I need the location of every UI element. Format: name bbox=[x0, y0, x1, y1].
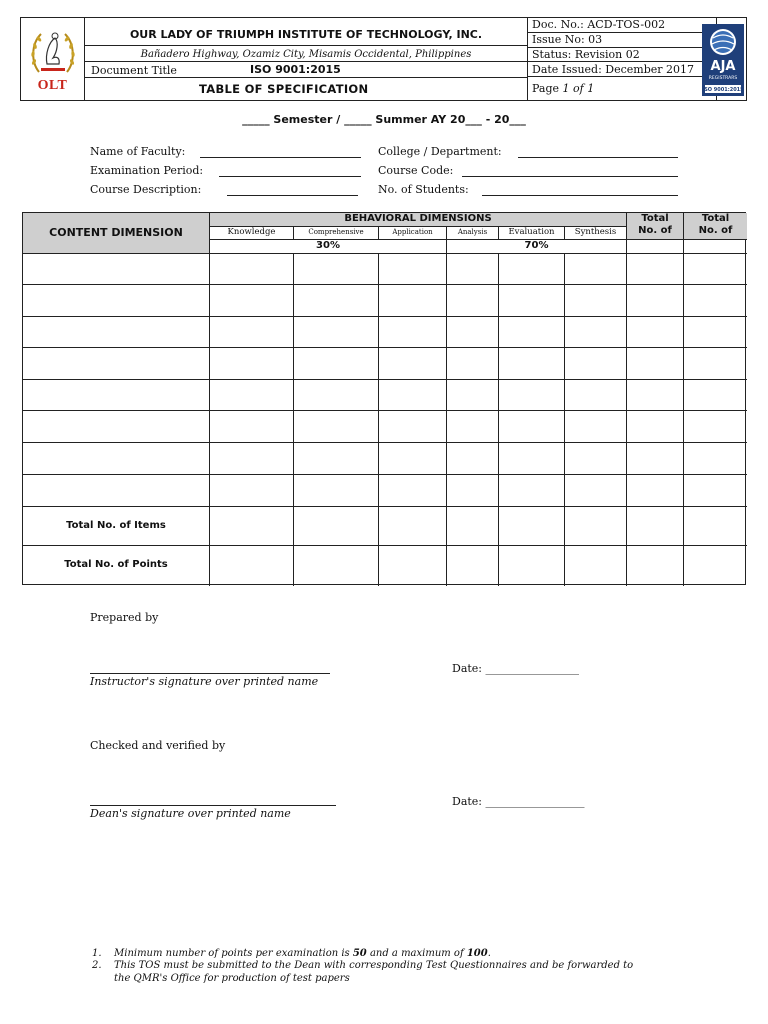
content-dimension-label: CONTENT DIMENSION bbox=[49, 226, 183, 239]
table-cell[interactable] bbox=[627, 411, 684, 443]
table-cell[interactable] bbox=[565, 348, 627, 380]
table-cell[interactable] bbox=[447, 380, 499, 411]
content-topic-cell[interactable] bbox=[23, 348, 210, 380]
iso-standard: ISO 9001:2015 bbox=[250, 63, 341, 76]
level-label: Analysis bbox=[457, 228, 488, 236]
table-cell[interactable] bbox=[684, 546, 747, 586]
level-label: Evaluation bbox=[508, 227, 555, 237]
table-cell[interactable] bbox=[447, 285, 499, 317]
table-cell[interactable] bbox=[447, 348, 499, 380]
instructor-signature-caption: Instructor's signature over printed name bbox=[90, 675, 319, 688]
table-cell[interactable] bbox=[499, 475, 565, 507]
total-points-sublabel: No. of bbox=[698, 225, 733, 236]
table-cell[interactable] bbox=[294, 317, 379, 348]
table-cell[interactable] bbox=[379, 507, 447, 546]
table-cell[interactable] bbox=[565, 507, 627, 546]
aja-certification-logo-icon bbox=[702, 24, 744, 96]
course-description-input[interactable] bbox=[227, 183, 358, 196]
level-header bbox=[499, 227, 565, 240]
note-1 bbox=[92, 948, 491, 959]
school-name: OUR LADY OF TRIUMPH INSTITUTE OF TECHNOLOGY, INC. bbox=[129, 28, 483, 41]
exam-period-input[interactable] bbox=[219, 164, 361, 177]
table-cell[interactable] bbox=[210, 254, 294, 285]
table-cell[interactable] bbox=[565, 411, 627, 443]
table-cell[interactable] bbox=[684, 507, 747, 546]
table-cell[interactable] bbox=[210, 411, 294, 443]
level-label: Comprehensive bbox=[308, 228, 364, 236]
prepared-by-label: Prepared by bbox=[90, 611, 159, 624]
table-cell[interactable] bbox=[210, 443, 294, 475]
course-code-field bbox=[378, 164, 453, 177]
table-cell[interactable] bbox=[447, 443, 499, 475]
table-cell[interactable] bbox=[684, 380, 747, 411]
total-points-row-label: Total No. of Points bbox=[64, 559, 168, 570]
table-cell[interactable] bbox=[499, 443, 565, 475]
table-cell[interactable] bbox=[447, 475, 499, 507]
total-items-row-label: Total No. of Items bbox=[66, 519, 166, 531]
table-cell[interactable] bbox=[379, 443, 447, 475]
percent-30: 30% bbox=[316, 240, 340, 251]
content-topic-cell[interactable] bbox=[23, 380, 210, 411]
students-field bbox=[378, 183, 469, 196]
table-cell[interactable] bbox=[499, 254, 565, 285]
level-label: Synthesis bbox=[574, 227, 617, 237]
table-cell[interactable] bbox=[210, 317, 294, 348]
course-code-label: Course Code: bbox=[378, 164, 454, 177]
table-cell[interactable] bbox=[565, 380, 627, 411]
students-label: No. of Students: bbox=[378, 183, 469, 196]
dean-signature-caption: Dean's signature over printed name bbox=[90, 807, 291, 820]
table-cell[interactable] bbox=[379, 254, 447, 285]
table-cell[interactable] bbox=[294, 348, 379, 380]
note-1-text-a: Minimum number of points per examination is bbox=[114, 948, 353, 959]
table-cell[interactable] bbox=[379, 546, 447, 586]
table-cell[interactable] bbox=[684, 317, 747, 348]
table-cell[interactable] bbox=[499, 285, 565, 317]
note-1-number: 1. bbox=[92, 948, 102, 959]
level-label: Knowledge bbox=[227, 227, 276, 237]
table-cell[interactable] bbox=[499, 317, 565, 348]
note-1-max: 100 bbox=[466, 948, 488, 959]
total-points-header bbox=[684, 213, 747, 240]
total-items-sublabel: No. of bbox=[638, 225, 672, 236]
table-cell[interactable] bbox=[565, 546, 627, 586]
page-number bbox=[528, 77, 716, 101]
table-cell[interactable] bbox=[379, 285, 447, 317]
table-cell[interactable] bbox=[210, 285, 294, 317]
table-cell[interactable] bbox=[684, 443, 747, 475]
document-info-cell bbox=[528, 18, 717, 100]
table-cell[interactable] bbox=[684, 285, 747, 317]
table-cell[interactable] bbox=[210, 507, 294, 546]
doc-number: Doc. No.: ACD-TOS-002 bbox=[528, 18, 716, 33]
note-2-number: 2. bbox=[92, 960, 102, 971]
course-description-field bbox=[90, 183, 201, 196]
total-points-label: Total bbox=[701, 213, 730, 224]
table-cell[interactable] bbox=[210, 475, 294, 507]
page-count: 1 of 1 bbox=[562, 82, 595, 95]
date-issued: Date Issued: December 2017 bbox=[528, 62, 716, 77]
table-cell[interactable] bbox=[294, 411, 379, 443]
content-topic-cell[interactable] bbox=[23, 317, 210, 348]
document-title-label: Document Title bbox=[91, 64, 177, 77]
table-cell[interactable] bbox=[565, 285, 627, 317]
total-items-label: Total bbox=[641, 213, 669, 224]
percent-70: 70% bbox=[524, 240, 549, 251]
table-cell[interactable] bbox=[684, 475, 747, 507]
faculty-field bbox=[90, 145, 185, 158]
document-title: TABLE OF SPECIFICATION bbox=[199, 82, 369, 96]
table-cell[interactable] bbox=[447, 254, 499, 285]
date-field-1[interactable]: Date: _________________ bbox=[452, 662, 580, 675]
table-cell[interactable] bbox=[627, 507, 684, 546]
logo-cell bbox=[21, 18, 85, 100]
table-cell[interactable] bbox=[499, 380, 565, 411]
logo-text: OLT bbox=[37, 78, 68, 93]
content-topic-cell[interactable] bbox=[23, 285, 210, 317]
level-header bbox=[379, 227, 447, 240]
table-cell[interactable] bbox=[294, 443, 379, 475]
table-cell[interactable] bbox=[565, 254, 627, 285]
behavioral-dimensions-header bbox=[210, 213, 627, 227]
aja-subtitle: REGISTRARS bbox=[708, 76, 738, 81]
table-cell[interactable] bbox=[627, 348, 684, 380]
table-cell[interactable] bbox=[627, 285, 684, 317]
table-cell[interactable] bbox=[499, 546, 565, 586]
course-description-label: Course Description: bbox=[90, 183, 202, 196]
content-dimension-header bbox=[23, 213, 210, 254]
revision-status: Status: Revision 02 bbox=[528, 48, 716, 62]
table-cell[interactable] bbox=[627, 254, 684, 285]
exam-period-field bbox=[90, 164, 203, 177]
date-field-2[interactable]: Date: __________________ bbox=[452, 795, 585, 808]
total-items-row-label-cell bbox=[23, 507, 210, 546]
table-cell[interactable] bbox=[627, 546, 684, 586]
issue-number: Issue No: 03 bbox=[528, 33, 716, 48]
school-logo-icon bbox=[27, 26, 79, 78]
specification-table bbox=[22, 212, 746, 585]
title-cell bbox=[85, 18, 528, 100]
lower-order-percent bbox=[210, 240, 447, 254]
content-topic-cell[interactable] bbox=[23, 254, 210, 285]
level-label: Application bbox=[392, 228, 433, 236]
total-items-header bbox=[627, 213, 684, 240]
table-cell[interactable] bbox=[499, 411, 565, 443]
checked-by-label: Checked and verified by bbox=[90, 739, 226, 752]
college-input[interactable] bbox=[518, 145, 678, 158]
college-label: College / Department: bbox=[378, 145, 502, 158]
table-cell[interactable] bbox=[210, 380, 294, 411]
college-field bbox=[378, 145, 502, 158]
table-cell[interactable] bbox=[565, 443, 627, 475]
level-header bbox=[210, 227, 294, 240]
table-cell[interactable] bbox=[684, 254, 747, 285]
total-points-header-blank bbox=[684, 240, 747, 254]
divider bbox=[85, 77, 527, 78]
table-cell[interactable] bbox=[447, 507, 499, 546]
exam-period-label: Examination Period: bbox=[90, 164, 204, 177]
level-header bbox=[447, 227, 499, 240]
table-cell[interactable] bbox=[627, 443, 684, 475]
table-cell[interactable] bbox=[627, 475, 684, 507]
note-2-text-a: This TOS must be submitted to the Dean with corresponding Test Questionnaires and be forwarded to bbox=[114, 960, 634, 971]
note-2-continued: the QMR's Office for production of test papers bbox=[114, 973, 350, 984]
faculty-input[interactable] bbox=[200, 145, 361, 158]
table-cell[interactable] bbox=[565, 475, 627, 507]
students-input[interactable] bbox=[482, 183, 678, 196]
note-1-min: 50 bbox=[352, 948, 367, 959]
level-header bbox=[294, 227, 379, 240]
table-cell[interactable] bbox=[379, 317, 447, 348]
document-header bbox=[20, 17, 747, 101]
dean-signature-line[interactable] bbox=[90, 792, 336, 806]
total-items-header-blank bbox=[627, 240, 684, 254]
table-cell[interactable] bbox=[294, 380, 379, 411]
page-prefix: Page bbox=[532, 82, 563, 95]
table-cell[interactable] bbox=[210, 348, 294, 380]
table-cell[interactable] bbox=[294, 507, 379, 546]
table-cell[interactable] bbox=[210, 546, 294, 586]
total-points-row-label-cell bbox=[23, 546, 210, 586]
faculty-label: Name of Faculty: bbox=[90, 145, 186, 158]
course-code-input[interactable] bbox=[462, 164, 678, 177]
table-cell[interactable] bbox=[379, 348, 447, 380]
table-cell[interactable] bbox=[294, 285, 379, 317]
school-address: Bañadero Highway, Ozamiz City, Misamis Occidental, Philippines bbox=[85, 45, 527, 62]
table-cell[interactable] bbox=[294, 546, 379, 586]
semester-line: _____ Semester / _____ Summer AY 20___ - 20___ bbox=[242, 113, 526, 126]
table-cell[interactable] bbox=[684, 411, 747, 443]
note-1-text-c: . bbox=[487, 948, 491, 959]
note-1-text-b: and a maximum of bbox=[366, 948, 467, 959]
aja-iso: ISO 9001:2015 bbox=[702, 87, 744, 93]
table-cell[interactable] bbox=[627, 317, 684, 348]
content-topic-cell[interactable] bbox=[23, 443, 210, 475]
table-cell[interactable] bbox=[499, 507, 565, 546]
table-cell[interactable] bbox=[499, 348, 565, 380]
table-cell[interactable] bbox=[294, 475, 379, 507]
table-cell[interactable] bbox=[684, 348, 747, 380]
aja-text: AJA bbox=[710, 59, 736, 74]
table-cell[interactable] bbox=[379, 380, 447, 411]
table-cell[interactable] bbox=[565, 317, 627, 348]
table-cell[interactable] bbox=[379, 475, 447, 507]
content-topic-cell[interactable] bbox=[23, 475, 210, 507]
content-topic-cell[interactable] bbox=[23, 411, 210, 443]
table-cell[interactable] bbox=[627, 380, 684, 411]
table-cell[interactable] bbox=[447, 317, 499, 348]
instructor-signature-line[interactable] bbox=[90, 660, 330, 674]
behavioral-dimensions-label: BEHAVIORAL DIMENSIONS bbox=[344, 213, 492, 224]
table-cell[interactable] bbox=[379, 411, 447, 443]
level-header bbox=[565, 227, 627, 240]
table-cell[interactable] bbox=[447, 411, 499, 443]
note-2 bbox=[92, 960, 633, 971]
higher-order-percent bbox=[447, 240, 627, 254]
table-cell[interactable] bbox=[294, 254, 379, 285]
table-cell[interactable] bbox=[447, 546, 499, 586]
